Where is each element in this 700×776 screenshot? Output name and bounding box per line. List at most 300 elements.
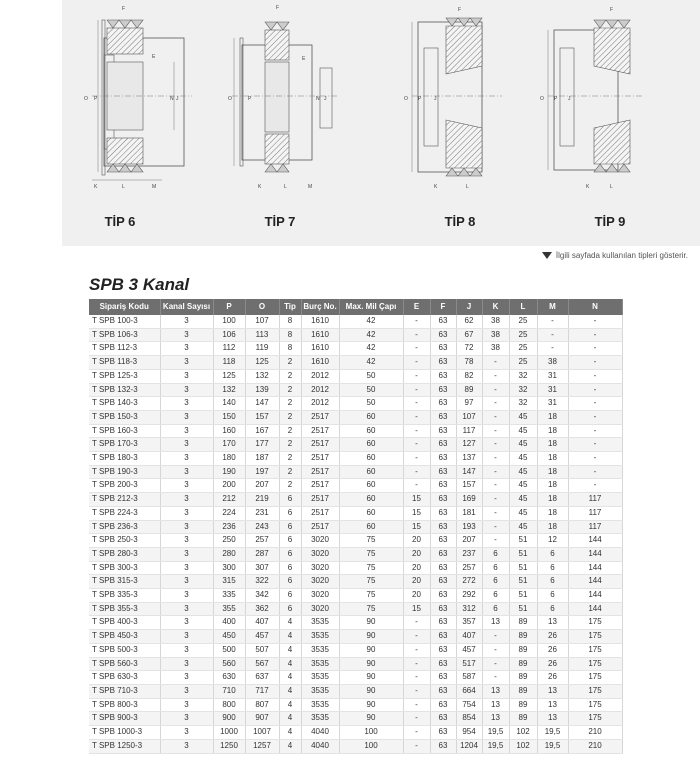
table-cell: 3020 [301,589,339,603]
type-note-text: İlgili sayfada kullanılan tipleri gösterir. [555,251,688,260]
label-k-8: K [434,184,438,190]
table-cell: - [403,698,430,712]
table-cell: 117 [568,493,622,507]
table-cell: 3535 [301,671,339,685]
table-cell: 6 [279,493,301,507]
table-cell: 32 [509,397,537,411]
label-p-7: P [248,96,252,102]
table-cell: 3 [160,506,213,520]
table-cell: 45 [509,479,537,493]
table-cell: 630 [213,671,245,685]
table-cell: 3020 [301,575,339,589]
table-cell: 4 [279,726,301,740]
table-cell: 567 [245,657,279,671]
table-cell: 4 [279,657,301,671]
triangle-down-icon [542,252,552,259]
table-cell: 2 [279,410,301,424]
table-cell: 4 [279,643,301,657]
table-cell: 190 [213,465,245,479]
table-cell: 112 [213,342,245,356]
table-cell: 75 [339,589,403,603]
table-cell: 89 [509,643,537,657]
table-cell: - [568,383,622,397]
table-cell: T SPB 160-3 [89,424,160,438]
table-cell: 19,5 [482,739,509,753]
table-cell: 6 [482,561,509,575]
table-cell: 140 [213,397,245,411]
table-row [89,684,622,698]
table-cell: 315 [213,575,245,589]
table-cell: 357 [456,616,482,630]
table-cell: 38 [537,356,568,370]
table-cell: 144 [568,575,622,589]
table-cell: 63 [430,726,456,740]
table-cell: 3 [160,534,213,548]
table-cell: 90 [339,698,403,712]
table-row [89,328,622,342]
table-cell: 2012 [301,383,339,397]
label-l-6: L [122,184,125,190]
table-cell: 8 [279,315,301,328]
table-row [89,589,622,603]
table-cell: T SPB 450-3 [89,630,160,644]
table-cell: 807 [245,698,279,712]
table-cell: 3 [160,616,213,630]
label-l-9: L [610,184,613,190]
table-cell: 144 [568,561,622,575]
table-row [89,520,622,534]
table-cell: 89 [509,712,537,726]
table-cell: 63 [430,534,456,548]
table-cell: 45 [509,493,537,507]
column-header: E [403,299,430,315]
table-cell: 63 [430,356,456,370]
table-cell: 450 [213,630,245,644]
table-cell: 18 [537,465,568,479]
label-o-7: O [228,96,232,102]
label-m-6: M [152,184,157,190]
label-j-9: J [568,96,571,102]
table-cell: 710 [213,684,245,698]
table-cell: - [403,739,430,753]
table-cell: 342 [245,589,279,603]
table-cell: 3 [160,369,213,383]
table-cell: 13 [482,684,509,698]
table-cell: 26 [537,671,568,685]
table-cell: 107 [245,315,279,328]
table-cell: 6 [482,547,509,561]
table-cell: T SPB 118-3 [89,356,160,370]
table-cell: 32 [509,383,537,397]
table-cell: - [403,397,430,411]
table-cell: 63 [430,643,456,657]
table-cell: T SPB 106-3 [89,328,160,342]
table-cell: T SPB 335-3 [89,589,160,603]
table-cell: - [403,630,430,644]
table-cell: 4 [279,630,301,644]
table-row [89,739,622,753]
table-cell: 12 [537,534,568,548]
table-cell: 51 [509,589,537,603]
table-cell: 42 [339,342,403,356]
column-header: Tip [279,299,301,315]
table-cell: 2 [279,438,301,452]
table-row [89,657,622,671]
table-cell: 754 [456,698,482,712]
table-cell: 63 [430,452,456,466]
table-cell: - [403,438,430,452]
table-cell: 31 [537,383,568,397]
table-cell: 63 [430,602,456,616]
tip7-drawing [228,5,337,190]
diagram-panel [62,0,700,246]
table-cell: 97 [456,397,482,411]
label-m-7: M [308,184,313,190]
table-cell: T SPB 190-3 [89,465,160,479]
column-header: Burç No. [301,299,339,315]
table-cell: 90 [339,630,403,644]
table-cell: 2 [279,356,301,370]
table-cell: 6 [537,575,568,589]
table-cell: 13 [537,698,568,712]
label-p-9: P [554,96,558,102]
table-cell: - [403,383,430,397]
table-cell: 38 [482,342,509,356]
table-row [89,712,622,726]
table-cell: 144 [568,534,622,548]
table-cell: 2 [279,397,301,411]
label-o-9: O [540,96,544,102]
table-cell: 237 [456,547,482,561]
table-cell: 45 [509,506,537,520]
table-cell: 2012 [301,369,339,383]
table-cell: 2 [279,383,301,397]
table-cell: 6 [482,589,509,603]
table-cell: 60 [339,424,403,438]
spec-table [89,299,623,754]
table-cell: 100 [339,739,403,753]
table-cell: T SPB 800-3 [89,698,160,712]
table-cell: 167 [245,424,279,438]
table-row [89,438,622,452]
table-cell: 15 [403,493,430,507]
table-cell: 3 [160,328,213,342]
table-row [89,616,622,630]
table-cell: 243 [245,520,279,534]
label-e-6: E [152,54,156,60]
table-cell: 335 [213,589,245,603]
table-cell: 45 [509,424,537,438]
table-cell: 157 [245,410,279,424]
table-cell: - [482,369,509,383]
table-cell: - [568,424,622,438]
table-cell: 119 [245,342,279,356]
table-cell: 144 [568,602,622,616]
table-cell: 3535 [301,698,339,712]
table-cell: 1610 [301,315,339,328]
table-cell: 300 [213,561,245,575]
table-cell: 18 [537,438,568,452]
table-cell: 18 [537,506,568,520]
table-cell: 3 [160,589,213,603]
table-cell: 6 [482,602,509,616]
table-cell: 2517 [301,438,339,452]
table-cell: T SPB 250-3 [89,534,160,548]
table-cell: 60 [339,506,403,520]
table-cell: 4040 [301,726,339,740]
table-cell: - [568,465,622,479]
table-cell: 175 [568,630,622,644]
table-cell: 2 [279,479,301,493]
table-cell: 207 [245,479,279,493]
table-cell: - [403,684,430,698]
table-cell: 3 [160,739,213,753]
table-cell: 170 [213,438,245,452]
label-k-9: K [586,184,590,190]
table-cell: 63 [430,630,456,644]
table-cell: 25 [509,342,537,356]
table-cell: 18 [537,493,568,507]
label-l-7: L [284,184,287,190]
table-cell: 180 [213,452,245,466]
table-cell: 137 [456,452,482,466]
table-cell: 63 [430,520,456,534]
table-cell: 212 [213,493,245,507]
table-cell: 38 [482,328,509,342]
table-cell: 664 [456,684,482,698]
table-cell: 193 [456,520,482,534]
table-cell: 150 [213,410,245,424]
table-cell: - [482,520,509,534]
label-f-6: F [122,6,126,12]
table-cell: - [403,356,430,370]
table-cell: 63 [430,712,456,726]
tip8-drawing [404,7,502,190]
table-cell: - [537,315,568,328]
table-row [89,315,622,328]
table-cell: - [403,726,430,740]
table-cell: T SPB 140-3 [89,397,160,411]
table-cell: 355 [213,602,245,616]
table-cell: 51 [509,602,537,616]
table-row [89,465,622,479]
table-cell: T SPB 1250-3 [89,739,160,753]
table-cell: 25 [509,328,537,342]
table-cell: 457 [456,643,482,657]
table-cell: 210 [568,739,622,753]
table-cell: 63 [430,479,456,493]
table-cell: - [403,369,430,383]
table-cell: 907 [245,712,279,726]
table-cell: 457 [245,630,279,644]
table-cell: 63 [430,397,456,411]
table-cell: 257 [456,561,482,575]
table-cell: 2517 [301,479,339,493]
table-cell: 1007 [245,726,279,740]
table-cell: 187 [245,452,279,466]
label-j-8: J [434,96,437,102]
table-cell: 90 [339,643,403,657]
table-cell: 89 [509,684,537,698]
table-cell: 132 [245,369,279,383]
table-cell: - [482,397,509,411]
tip9-label: TİP 9 [594,214,626,229]
table-cell: 3 [160,602,213,616]
table-cell: 89 [509,698,537,712]
table-cell: 127 [456,438,482,452]
table-cell: 63 [430,328,456,342]
table-cell: 4 [279,698,301,712]
table-cell: 4 [279,739,301,753]
column-header: Sipariş Kodu [89,299,160,315]
label-n-7: N [316,96,320,102]
table-cell: 1250 [213,739,245,753]
table-row [89,630,622,644]
table-cell: - [482,356,509,370]
table-cell: 63 [430,465,456,479]
label-n-6: N [170,96,174,102]
label-f-7: F [276,5,280,11]
table-cell: 3 [160,671,213,685]
table-cell: 45 [509,465,537,479]
table-cell: 560 [213,657,245,671]
table-cell: 63 [430,315,456,328]
table-cell: 2 [279,465,301,479]
table-cell: 3020 [301,561,339,575]
table-cell: 147 [456,465,482,479]
table-cell: 3535 [301,643,339,657]
table-cell: 197 [245,465,279,479]
table-cell: - [482,383,509,397]
table-cell: 18 [537,410,568,424]
table-cell: - [403,328,430,342]
table-cell: 6 [279,520,301,534]
table-cell: 3535 [301,684,339,698]
table-row [89,547,622,561]
table-cell: 63 [430,342,456,356]
table-cell: 25 [509,356,537,370]
table-cell: 500 [213,643,245,657]
table-cell: 25 [509,315,537,328]
table-cell: 362 [245,602,279,616]
table-cell: 160 [213,424,245,438]
table-cell: 60 [339,438,403,452]
table-cell: - [482,465,509,479]
table-cell: 63 [430,684,456,698]
table-cell: 257 [245,534,279,548]
table-cell: 45 [509,452,537,466]
table-cell: T SPB 180-3 [89,452,160,466]
table-cell: 60 [339,452,403,466]
table-cell: 50 [339,369,403,383]
table-row [89,698,622,712]
table-cell: 800 [213,698,245,712]
table-cell: 51 [509,547,537,561]
table-cell: T SPB 224-3 [89,506,160,520]
table-cell: 637 [245,671,279,685]
table-cell: 144 [568,547,622,561]
table-cell: 3 [160,698,213,712]
table-cell: 13 [537,712,568,726]
column-header: N [568,299,622,315]
label-p-8: P [418,96,422,102]
table-cell: 8 [279,342,301,356]
table-row [89,383,622,397]
label-f-9: F [610,7,614,13]
table-cell: 236 [213,520,245,534]
table-cell: 3535 [301,616,339,630]
table-cell: 42 [339,315,403,328]
table-cell: 89 [509,616,537,630]
tip8-label: TİP 8 [444,214,476,229]
table-cell: T SPB 212-3 [89,493,160,507]
table-cell: - [403,410,430,424]
table-cell: 400 [213,616,245,630]
table-cell: 147 [245,397,279,411]
column-header: O [245,299,279,315]
table-cell: 900 [213,712,245,726]
table-cell: 118 [213,356,245,370]
table-cell: 100 [339,726,403,740]
table-cell: - [568,342,622,356]
table-cell: 117 [568,520,622,534]
table-cell: 32 [509,369,537,383]
table-header-row [89,299,622,315]
table-cell: - [482,410,509,424]
table-cell: 20 [403,534,430,548]
table-cell: 4 [279,671,301,685]
table-cell: 175 [568,698,622,712]
table-cell: 19,5 [537,726,568,740]
table-cell: 15 [403,520,430,534]
table-cell: 60 [339,465,403,479]
label-k-6: K [94,184,98,190]
table-cell: 175 [568,671,622,685]
table-cell: 6 [279,534,301,548]
table-cell: - [482,452,509,466]
table-cell: 90 [339,657,403,671]
table-cell: 407 [245,616,279,630]
table-cell: 90 [339,684,403,698]
table-cell: T SPB 300-3 [89,561,160,575]
table-cell: 3 [160,643,213,657]
table-cell: 175 [568,712,622,726]
table-cell: 100 [213,315,245,328]
table-cell: 3 [160,657,213,671]
column-header: P [213,299,245,315]
table-cell: - [568,328,622,342]
table-cell: - [403,657,430,671]
table-cell: 63 [430,589,456,603]
table-cell: 18 [537,424,568,438]
table-cell: 89 [509,657,537,671]
table-cell: 6 [279,547,301,561]
table-cell: 106 [213,328,245,342]
table-cell: 139 [245,383,279,397]
label-k-7: K [258,184,262,190]
table-cell: 175 [568,684,622,698]
table-cell: 50 [339,397,403,411]
table-cell: - [537,328,568,342]
label-e-7: E [302,56,306,62]
table-cell: - [568,356,622,370]
table-cell: 67 [456,328,482,342]
label-o-6: O [84,96,88,102]
table-cell: - [568,479,622,493]
table-cell: 307 [245,561,279,575]
table-cell: 42 [339,328,403,342]
table-cell: 2 [279,369,301,383]
